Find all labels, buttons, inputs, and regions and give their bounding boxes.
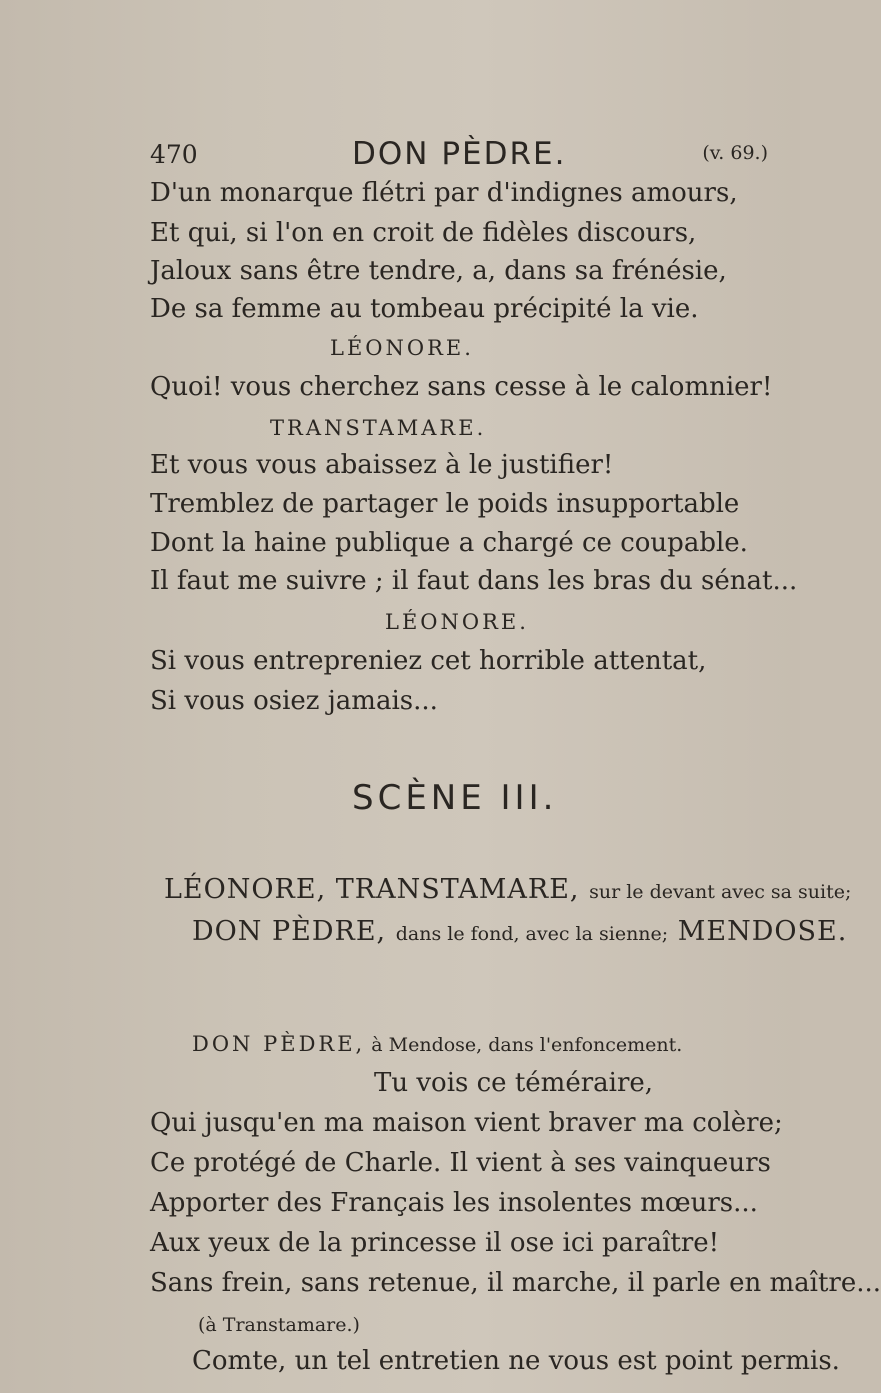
page-number: 470 [150, 140, 198, 169]
verse-line: Quoi! vous cherchez sans cesse à le calomnier! [150, 372, 773, 402]
speaker-name: TRANSTAMARE. [270, 416, 487, 440]
verse-line: Si vous entrepreniez cet horrible attentat, [150, 646, 707, 676]
verse-line: Aux yeux de la princesse il ose ici paraître! [150, 1228, 720, 1258]
verse-line: Et qui, si l'on en croit de fidèles discours, [150, 218, 697, 248]
verse-line: D'un monarque flétri par d'indignes amours, [150, 178, 738, 208]
cast-list-line [164, 874, 851, 905]
running-header [150, 136, 780, 176]
verse-line: Ce protégé de Charle. Il vient à ses vainqueurs [150, 1148, 771, 1178]
speaker-name: LÉONORE. [330, 336, 474, 360]
cast-list-line [192, 916, 847, 947]
verse-reference: (v. 69.) [702, 142, 768, 164]
verse-line: Tu vois ce téméraire, [374, 1068, 654, 1098]
cast-names: DON PÈDRE, [192, 916, 387, 947]
cast-names: MENDOSE. [677, 916, 848, 947]
verse-line: Dont la haine publique a chargé ce coupable. [150, 528, 748, 558]
stage-direction: dans le fond, avec la sienne; [395, 923, 669, 945]
verse-line: Et vous vous abaissez à le justifier! [150, 450, 614, 480]
stage-direction: (à Transtamare.) [198, 1314, 360, 1336]
speaker-with-direction [192, 1032, 682, 1056]
speaker-name: DON PÈDRE, [192, 1032, 366, 1056]
verse-line: Si vous osiez jamais... [150, 686, 438, 716]
stage-direction: sur le devant avec sa suite; [589, 881, 852, 903]
cast-names: LÉONORE, TRANSTAMARE, [164, 874, 580, 905]
stage-direction: à Mendose, dans l'enfoncement. [371, 1034, 683, 1056]
running-title: DON PÈDRE. [352, 136, 567, 172]
verse-line: Qui jusqu'en ma maison vient braver ma colère; [150, 1108, 783, 1138]
verse-line: Tremblez de partager le poids insupportable [150, 489, 740, 519]
speaker-name: LÉONORE. [385, 610, 529, 634]
verse-line: Comte, un tel entretien ne vous est point permis. [192, 1346, 840, 1376]
verse-line: De sa femme au tombeau précipité la vie. [150, 294, 699, 324]
scene-heading: SCÈNE III. [352, 778, 558, 818]
verse-line: Il faut me suivre ; il faut dans les bras du sénat... [150, 566, 798, 596]
verse-line: Jaloux sans être tendre, a, dans sa frénésie, [150, 256, 727, 286]
verse-line: Apporter des Français les insolentes mœurs... [150, 1188, 758, 1218]
verse-line: Sans frein, sans retenue, il marche, il parle en maître... [150, 1268, 881, 1298]
